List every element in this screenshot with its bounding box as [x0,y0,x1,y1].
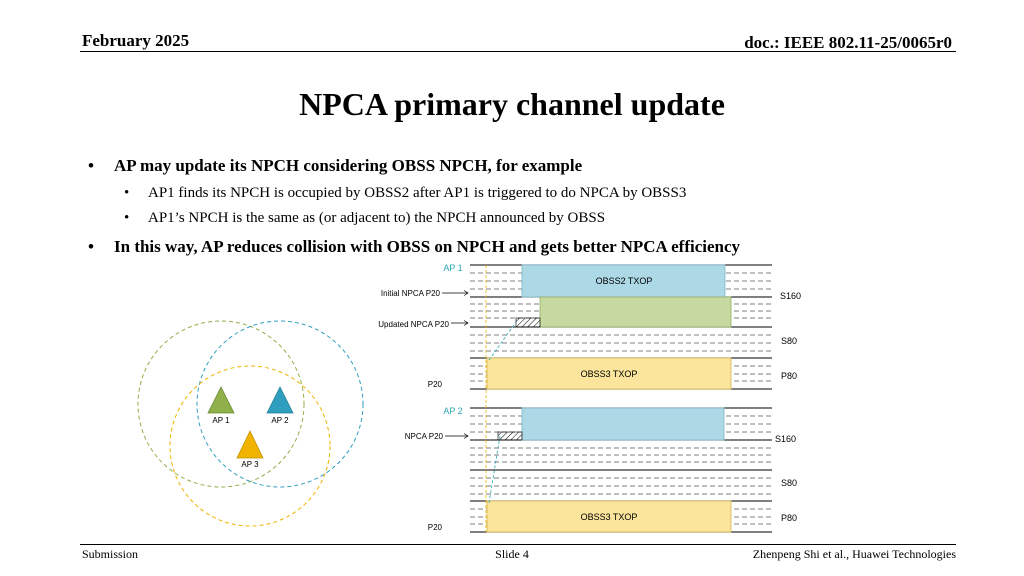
sub-bullet-1-text: AP1 finds its NPCH is occupied by OBSS2 after AP1 is triggered to do NPCA by OBSS3 [148,185,687,201]
ap3-triangle-icon [237,431,263,458]
ap2-triangle-icon [267,387,293,413]
header-date: February 2025 [82,31,190,50]
ap2-section-title: AP 2 [443,406,463,416]
ap2-hatch-block [498,432,522,440]
ap1-p20-label: P20 [427,380,442,389]
ap1-label: AP 1 [212,416,230,425]
ap1-updated-npca-label: Updated NPCA P20 [378,320,449,329]
ap2-timeline [405,406,797,532]
ap2-obss-blue-box [522,408,724,440]
ap2-npca-label: NPCA P20 [404,432,443,441]
ap2-p80-label: P80 [781,513,798,523]
ap2-s160-label: S160 [775,434,797,444]
ap1-timeline [378,263,801,389]
coverage-circles [138,321,363,526]
ap2-obss3-txop-label: OBSS3 TXOP [580,512,638,522]
ap1-s80-label: S80 [781,336,798,346]
ap1-initial-npca-label: Initial NPCA P20 [380,289,440,298]
ap1-npca-green-box [540,297,731,327]
footer-submission: Submission [82,547,139,561]
footer-slide-number: Slide 4 [495,547,529,561]
slide-title: NPCA primary channel update [299,86,725,122]
ap1-dashed-link [489,322,516,360]
ap2-p20-label: P20 [427,523,442,532]
ap1-p80-label: P80 [781,371,798,381]
footer-divider [80,544,956,545]
ap1-obss3-txop-label: OBSS3 TXOP [580,369,638,379]
bullet-1-text: AP may update its NPCH considering OBSS NPCH, for example [114,156,583,175]
ap1-hatch-block [516,318,540,327]
ap2-label: AP 2 [271,416,289,425]
sub-bullet-2-text: AP1’s NPCH is the same as (or adjacent to) the NPCH announced by OBSS [148,210,606,226]
ap1-section-title: AP 1 [443,263,463,273]
header-doc-id: doc.: IEEE 802.11-25/0065r0 [744,33,952,52]
bullet-2-text: In this way, AP reduces collision with OBSS on NPCH and gets better NPCA efficiency [114,237,741,256]
ap1-s160-label: S160 [780,291,802,301]
footer-authors: Zhenpeng Shi et al., Huawei Technologies [752,547,956,561]
ap3-label: AP 3 [241,460,259,469]
ap2-s80-label: S80 [781,478,798,488]
ap1-obss2-txop-label: OBSS2 TXOP [595,276,653,286]
ap1-triangle-icon [208,387,234,413]
